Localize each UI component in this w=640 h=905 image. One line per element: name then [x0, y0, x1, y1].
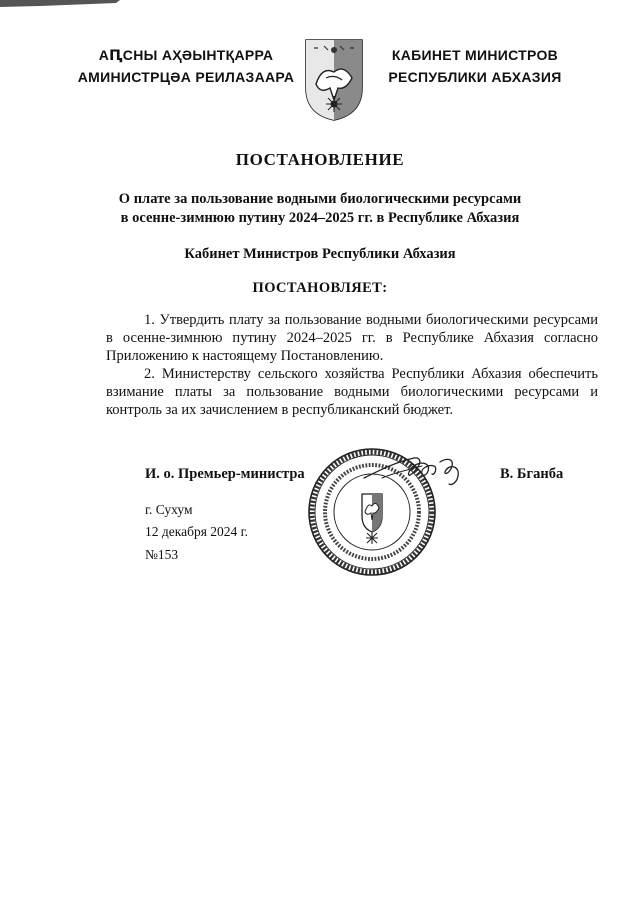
issue-place: г. Сухум	[145, 502, 193, 517]
resolution-body	[106, 311, 598, 419]
resolves-heading: ПОСТАНОВЛЯЕТ:	[252, 280, 388, 296]
resolution-item-1: 1. Утвердить плату за пользование водными биологическими ресурсами в осенне-зимнюю путину 2024–2025 гг. в Республике Абхазия согласно Приложению к настоящему Постановлению.	[106, 312, 598, 364]
subject-line-2: в осенне-зимнюю путину 2024–2025 гг. в Республике Абхазия	[120, 210, 520, 226]
document-subject	[0, 190, 640, 228]
document-number: №153	[145, 547, 179, 562]
header-left-line2: АМИНИСТРЦӘА РЕИЛАЗААРА	[77, 69, 295, 85]
handwritten-signature-icon	[362, 448, 474, 490]
resolution-item-2: 2. Министерству сельского хозяйства Республики Абхазия обеспечить взимание платы за пользование водными биологическими ресурсами и контроль за их зачислением в республиканский бюджет.	[106, 366, 598, 418]
header-right-russian	[374, 44, 576, 88]
header-left-line1: АԤСНЫ АҲӘЫНТҚАРРА	[98, 47, 274, 63]
header-right-line1: КАБИНЕТ МИНИСТРОВ	[391, 47, 559, 63]
issue-date: 12 декабря 2024 г.	[145, 524, 249, 539]
scan-artifact	[0, 0, 120, 8]
header-right-line2: РЕСПУБЛИКИ АБХАЗИЯ	[388, 69, 562, 85]
coat-of-arms-icon	[304, 38, 364, 122]
issuer-line: Кабинет Министров Республики Абхазия	[184, 246, 456, 262]
signatory-name: В. Бганба	[500, 466, 564, 482]
signatory-role: И. о. Премьер-министра	[145, 466, 305, 482]
subject-line-1: О плате за пользование водными биологическими ресурсами	[118, 191, 522, 207]
document-type-title: ПОСТАНОВЛЕНИЕ	[235, 150, 405, 169]
header-left-abkhaz	[70, 44, 302, 88]
